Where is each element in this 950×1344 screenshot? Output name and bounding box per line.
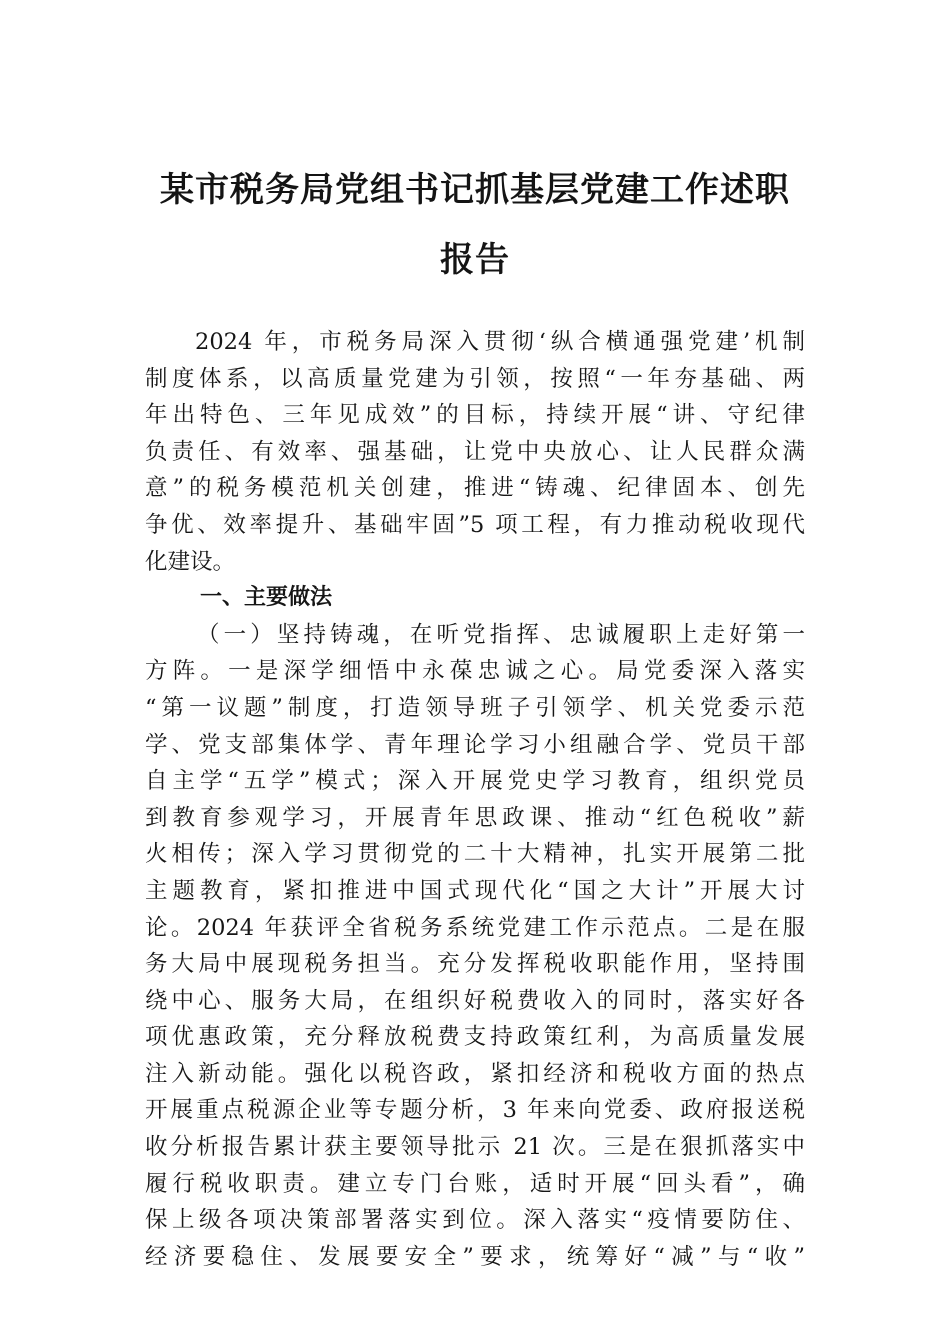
- section-line-7: 火相传；深入学习贯彻党的二十大精神，扎实开展第二批: [145, 841, 805, 868]
- section-line-11: 绕中心、服务大局，在组织好税费收入的同时，落实好各: [145, 987, 805, 1014]
- section-heading: 一、主要做法: [200, 585, 333, 611]
- document-body: [145, 324, 805, 1275]
- intro-line-4: 负责任、有效率、强基础，让党中央放心、让人民群众满: [145, 438, 805, 465]
- section-line-6: 到教育参观学习，开展青年思政课、推动“红色税收”薪: [145, 804, 805, 831]
- section-line-2: 方阵。一是深学细悟中永葆忠诚之心。局党委深入落实: [145, 658, 805, 685]
- section-line-8: 主题教育，紧扣推进中国式现代化“国之大计”开展大讨: [145, 877, 805, 904]
- section-line-5: 自主学“五学”模式；深入开展党史学习教育，组织党员: [145, 768, 805, 795]
- section-line-9: 论。2024 年获评全省税务系统党建工作示范点。二是在服: [145, 914, 805, 941]
- document-title-line-1: 某市税务局党组书记抓基层党建工作述职: [160, 170, 790, 210]
- intro-line-5: 意”的税务模范机关创建，推进“铸魂、纪律固本、创先: [145, 475, 805, 502]
- section-line-1: （一）坚持铸魂，在听党指挥、忠诚履职上走好第一: [197, 621, 805, 648]
- intro-line-6: 争优、效率提升、基础牢固”5 项工程，有力推动税收现代: [145, 511, 805, 538]
- section-line-16: 履行税收职责。建立专门台账，适时开展“回头看”，确: [145, 1170, 805, 1197]
- section-line-18: 经济要稳住、发展要安全”要求，统筹好“减”与“收”: [145, 1243, 805, 1270]
- intro-line-3: 年出特色、三年见成效”的目标，持续开展“讲、守纪律: [145, 402, 805, 429]
- section-line-4: 学、党支部集体学、青年理论学习小组融合学、党员干部: [145, 731, 805, 758]
- section-line-17: 保上级各项决策部署落实到位。深入落实“疫情要防住、: [145, 1207, 805, 1234]
- section-line-10: 务大局中展现税务担当。充分发挥税收职能作用，坚持围: [145, 951, 805, 978]
- intro-line-7: 化建设。: [145, 548, 236, 575]
- document-title-line-2: 报告: [440, 240, 510, 280]
- section-line-12: 项优惠政策，充分释放税费支持政策红利，为高质量发展: [145, 1024, 805, 1051]
- section-line-13: 注入新动能。强化以税咨政，紧扣经济和税收方面的热点: [145, 1060, 805, 1087]
- section-line-14: 开展重点税源企业等专题分析，3 年来向党委、政府报送税: [145, 1097, 805, 1124]
- section-line-15: 收分析报告累计获主要领导批示 21 次。三是在狠抓落实中: [145, 1134, 805, 1161]
- intro-line-1: 2024 年，市税务局深入贯彻‘纵合横通强党建’机制: [195, 329, 805, 355]
- intro-line-2: 制度体系，以高质量党建为引领，按照“一年夯基础、两: [145, 365, 805, 392]
- section-line-3: “第一议题”制度，打造领导班子引领学、机关党委示范: [145, 694, 805, 721]
